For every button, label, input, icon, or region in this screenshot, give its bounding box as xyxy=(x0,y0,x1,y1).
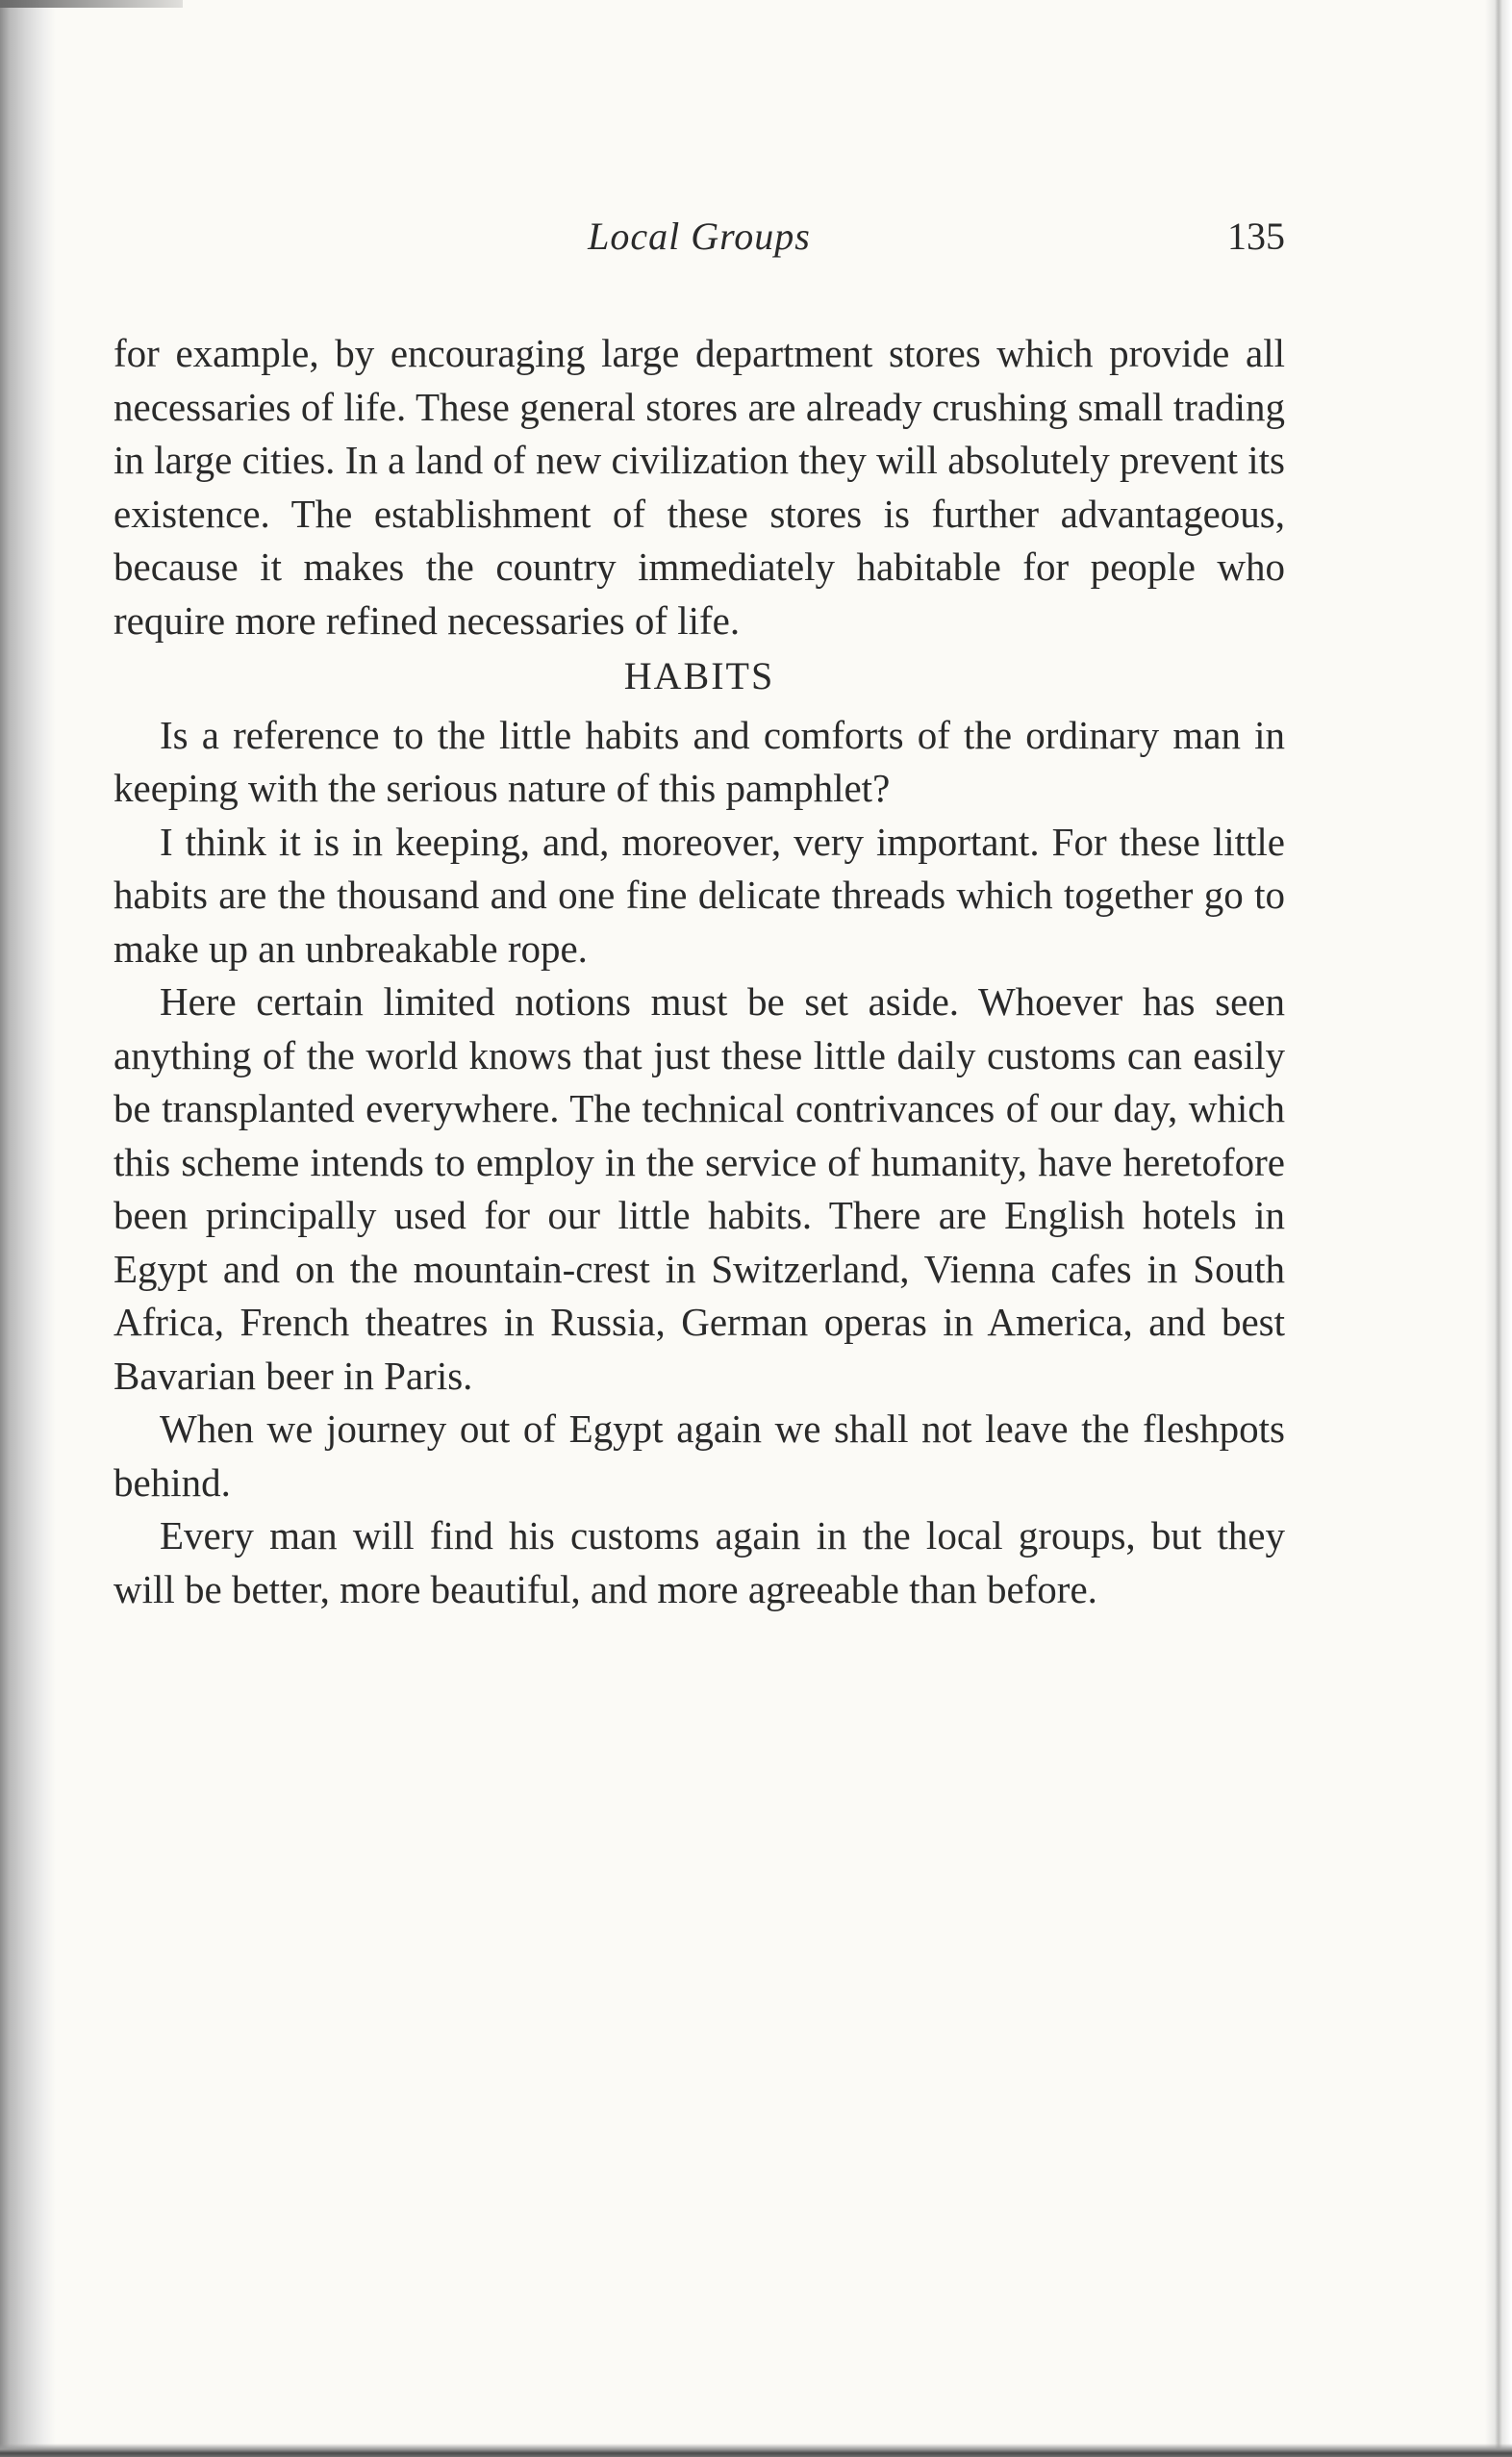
paragraph: Here certain limited notions must be set aside. Whoever has seen anything of the world knows that just these little daily customs can easily be transplanted everywhere. The technical contrivances of our day, which this scheme intends to employ in the service of humanity, have heretofore been principally used for our little habits. There are English hotels in Egypt and on the mountain-crest in Switzerland, Vienna cafes in South Africa, French theatres in Russia, German operas in America, and best Bavarian beer in Paris. xyxy=(113,979,1285,1398)
page-right-edge xyxy=(1485,0,1512,2457)
page-corner-shadow xyxy=(0,0,183,8)
running-title: Local Groups xyxy=(588,215,811,258)
page-bottom-edge xyxy=(0,2444,1512,2457)
page-number: 135 xyxy=(1227,215,1285,258)
section-heading: HABITS xyxy=(623,654,775,697)
paragraph-continued: for example, by encouraging large department stores which provide all necessaries of life. These general stores are already crushing small trading in large cities. In a land of new civilization they will absolutely prevent its existence. The establishment of these stores is further advantageous, because it makes the country immediately habitable for people who require more refined necessaries of life. xyxy=(113,331,1285,643)
paragraph: Every man will find his customs again in the local groups, but they will be better, more beautiful, and more agreeable than before. xyxy=(113,1513,1285,1611)
paragraph: I think it is in keeping, and, moreover, very important. For these little habits are the thousand and one fine delicate threads which together go to make up an unbreakable rope. xyxy=(113,819,1285,971)
page-header xyxy=(113,214,1285,271)
paragraph: Is a reference to the little habits and comforts of the ordinary man in keeping with the serious nature of this pamphlet? xyxy=(113,712,1285,810)
paragraph: When we journey out of Egypt again we shall not leave the fleshpots behind. xyxy=(113,1406,1285,1505)
binding-shadow xyxy=(0,0,56,2457)
body-text xyxy=(113,327,1285,1616)
